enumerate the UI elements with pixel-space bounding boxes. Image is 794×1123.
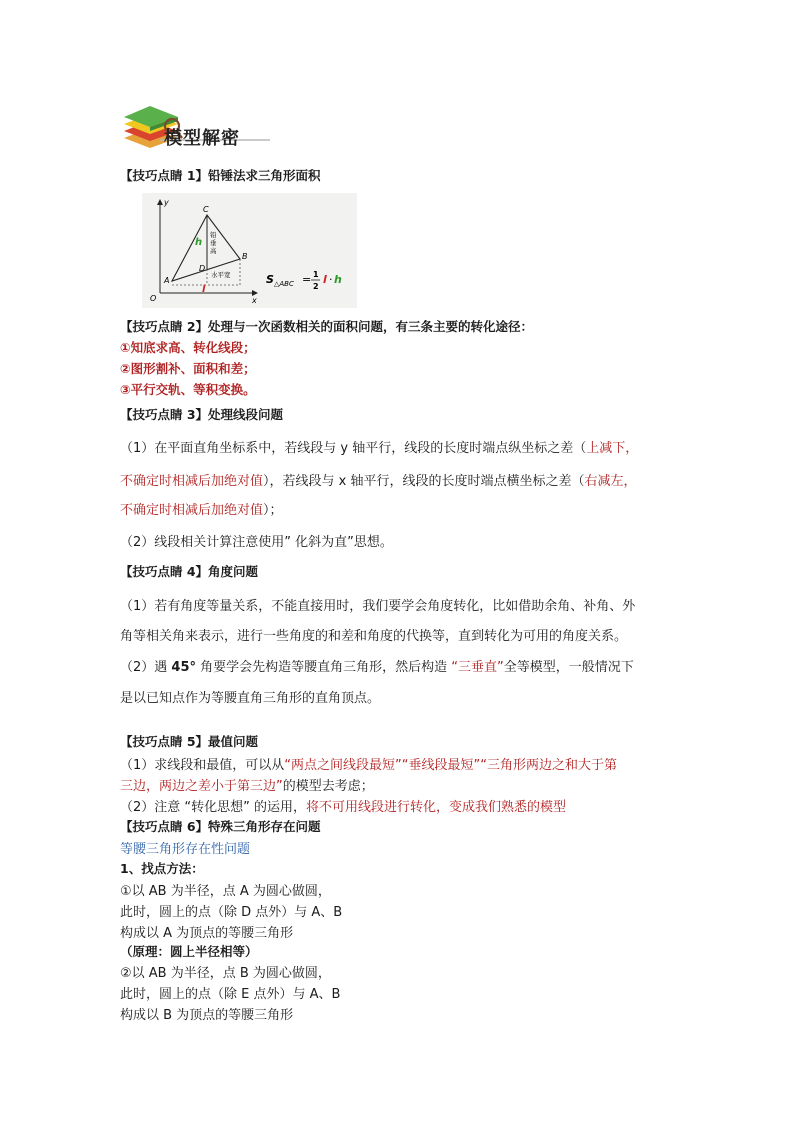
l-label: l xyxy=(202,284,206,295)
tip4-p2-line2: 是以已知点作为等腰直角三角形的直角顶点。 xyxy=(120,691,381,706)
vertical-label-3: 高 xyxy=(210,247,217,255)
tip6-principle: （原理：圆上半径相等） xyxy=(120,944,258,959)
area-diagram xyxy=(142,193,357,308)
formula-eq: = xyxy=(302,273,312,286)
formula-l: l xyxy=(323,273,327,286)
tip2-item-1: ①知底求高、转化线段； xyxy=(120,340,256,355)
point-d-label: D xyxy=(199,264,206,273)
tip4-p2-line1: （2）遇 45° 角要学会先构造等腰直角三角形，然后构造 “三垂直”全等模型，一般情况下 xyxy=(120,660,634,675)
tip5-p1-line1: （1）求线段和最值，可以从“两点之间线段最短”“垂线段最短”“三角形两边之和大于第 xyxy=(120,758,617,773)
formula-s: S xyxy=(266,273,274,286)
tip3-p1-line3: 不确定时相减后加绝对值）； xyxy=(120,503,283,518)
tip6-method2-line2: 此时，圆上的点（除 E 点外）与 A、B xyxy=(120,987,341,1002)
axis-x-label: x xyxy=(252,296,257,305)
tip6-method1-line1: ①以 AB 为半径，点 A 为圆心做圆， xyxy=(120,884,331,899)
tip3-heading: 【技巧点睛 3】处理线段问题 xyxy=(120,407,284,422)
formula-sub: △ABC xyxy=(274,280,294,288)
tip3-p2: （2）线段相关计算注意使用” 化斜为直”思想。 xyxy=(120,535,393,550)
tip6-method1-line3: 构成以 A 为顶点的等腰三角形 xyxy=(120,926,294,941)
axis-y-label: y xyxy=(164,198,169,207)
tip4-p1-line1: （1）若有角度等量关系，不能直接用时，我们要学会角度转化，比如借助余角、补角、外 xyxy=(120,599,636,614)
tip2-heading: 【技巧点睛 2】处理与一次函数相关的面积问题，有三条主要的转化途径： xyxy=(120,319,534,334)
tip5-p1-line2: 三边，两边之差小于第三边”的模型去考虑； xyxy=(120,779,374,794)
formula-num: 1 xyxy=(313,270,319,279)
tip6-method2-line1: ②以 AB 为半径，点 B 为圆心做圆， xyxy=(120,966,331,981)
tip1-heading: 【技巧点睛 1】铅锤法求三角形面积 xyxy=(120,168,321,183)
page-title: 模型解密 xyxy=(164,128,240,149)
point-b-label: B xyxy=(242,252,248,261)
tip5-p2: （2）注意 “转化思想” 的运用，将不可用线段进行转化，变成我们熟悉的模型 xyxy=(120,800,567,815)
tip6-section-title: 1、找点方法： xyxy=(120,861,204,876)
tip6-heading: 【技巧点睛 6】特殊三角形存在问题 xyxy=(120,819,321,834)
formula-h: h xyxy=(334,273,342,286)
tip4-p1-line2: 角等相关角来表示，进行一些角度的和差和角度的代换等，直到转化为可用的角度关系。 xyxy=(120,629,628,644)
vertical-label-2: 垂 xyxy=(210,239,217,247)
h-label: h xyxy=(195,237,203,248)
formula-den: 2 xyxy=(313,282,319,291)
tip3-p1-line2: 不确定时相减后加绝对值），若线段与 x 轴平行，线段的长度时端点横坐标之差（右减左， xyxy=(120,474,637,489)
point-a-label: A xyxy=(164,276,170,285)
tip5-heading: 【技巧点睛 5】最值问题 xyxy=(120,734,259,749)
point-c-label: C xyxy=(203,205,209,214)
formula-dot: · xyxy=(329,273,333,286)
tip6-method1-line2: 此时，圆上的点（除 D 点外）与 A、B xyxy=(120,905,343,920)
horizontal-label: 水平宽 xyxy=(211,271,231,279)
tip6-method2-line3: 构成以 B 为顶点的等腰三角形 xyxy=(120,1008,294,1023)
tip2-item-2: ②图形割补、面积和差； xyxy=(120,361,256,376)
tip3-p1-line1: （1）在平面直角坐标系中，若线段与 y 轴平行，线段的长度时端点纵坐标之差（上减下， xyxy=(120,441,639,456)
tip2-item-3: ③平行交轨、等积变换。 xyxy=(120,382,256,397)
tip4-heading: 【技巧点睛 4】角度问题 xyxy=(120,564,259,579)
vertical-label-1: 铅 xyxy=(210,231,217,239)
origin-label: O xyxy=(150,294,157,303)
tip6-subheading: 等腰三角形存在性问题 xyxy=(120,842,251,857)
